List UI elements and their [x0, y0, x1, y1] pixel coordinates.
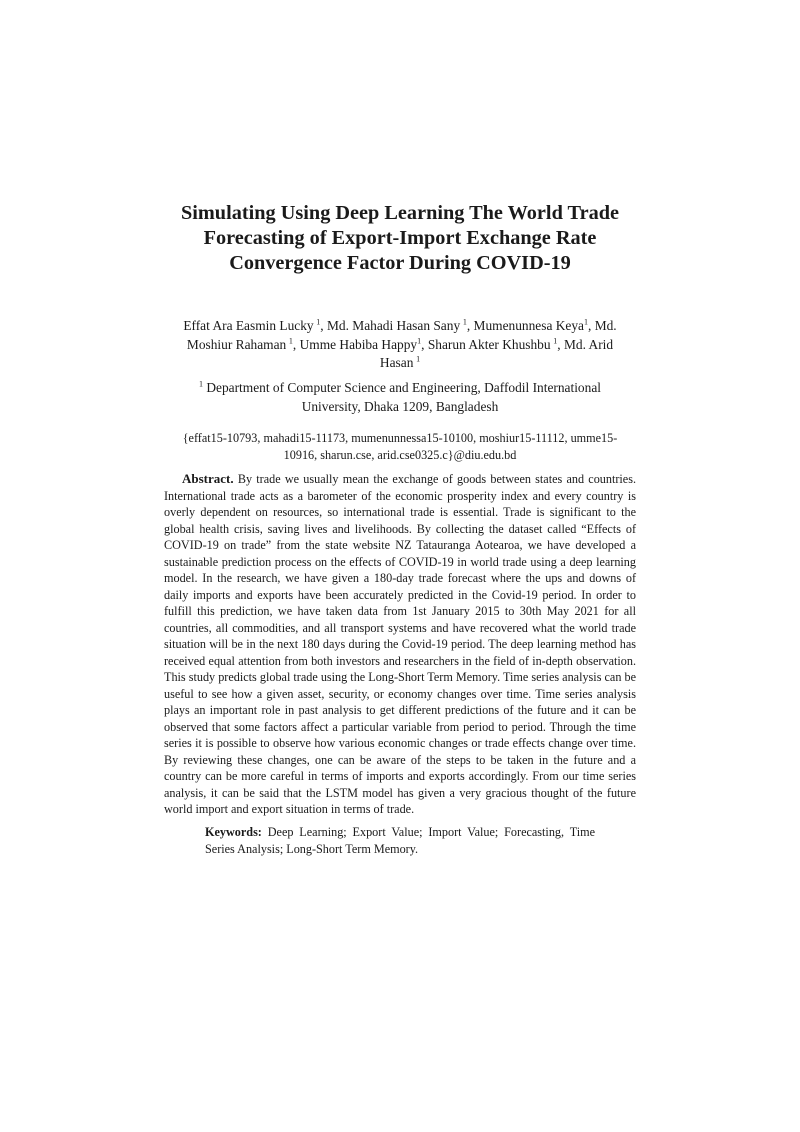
author-affil-mark: 1	[417, 336, 422, 346]
author-affil-mark: 1	[288, 336, 293, 346]
abstract	[164, 471, 636, 818]
title-line-3: Convergence Factor During COVID-19	[229, 252, 571, 274]
author-name: Md. Mahadi Hasan Sany	[327, 318, 461, 333]
title-line-2: Forecasting of Export-Import Exchange Rate	[203, 227, 597, 249]
author: Sharun Akter Khushbu $^1$,	[427, 336, 564, 352]
author-name: Sharun Akter Khushbu	[427, 336, 551, 352]
author-affil-mark: 1	[416, 354, 421, 364]
author-name: Md. Arid Hasan	[379, 336, 614, 370]
author-affil-mark: 1	[316, 317, 321, 327]
author: Mumenunnesa Keya$^1$,	[473, 317, 595, 333]
paper-title	[150, 201, 650, 276]
author: Md. Mahadi Hasan Sany $^1$,	[327, 317, 474, 333]
author: Umme Habiba Happy$^1$,	[299, 336, 428, 352]
author-name: Effat Ara Easmin Lucky	[183, 318, 314, 333]
author: Effat Ara Easmin Lucky $^1$,	[183, 317, 327, 333]
affiliation-text: Department of Computer Science and Engineering, Daffodil International University, Dhaka 1209, Bangladesh	[206, 380, 601, 414]
keywords	[205, 824, 595, 857]
keywords-text: Deep Learning; Export Value; Import Value; Forecasting, Time Series Analysis; Long-Short Term Memory.	[205, 825, 595, 856]
author-name: Umme Habiba Happy	[299, 336, 418, 352]
author-affil-mark: 1	[553, 336, 558, 346]
affiliation-mark: 1	[198, 379, 203, 389]
author-name: Mumenunnesa Keya	[473, 318, 584, 333]
author-name: Md. Moshiur Rahaman	[186, 318, 617, 352]
title-line-1: Simulating Using Deep Learning The World Trade	[181, 202, 619, 224]
abstract-label: Abstract.	[182, 471, 234, 486]
keywords-label: Keywords:	[205, 825, 262, 839]
author-affil-mark: 1	[584, 317, 588, 327]
author-affil-mark: 1	[462, 317, 467, 327]
abstract-text: By trade we usually mean the exchange of goods between states and countries. International trade acts as a barometer of the economic prosperity index and every country is overly dependent on resources, so international trade is essential. Trade is significant to the global health crisis, saving lives and livelihoods. By collecting the dataset called “Effects of COVID-19 on trade” from the state website NZ Tatauranga Aotearoa, we have developed a sustainable prediction process on the effects of COVID-19 in world trade using a deep learning model. In the research, we have given a 180-day trade forecast where the ups and downs of daily imports and exports have been accurately predicted in the Covid-19 period. In order to fulfill this prediction, we have taken data from 1st January 2015 to 30th May 2021 for all countries, all commodities, and all transport systems and have recovered what the world trade situation will be in the next 180 days during the Covid-19 period. The deep learning method has received equal attention from both investors and researchers in the field of in-depth observation. This study predicts global trade using the Long-Short Term Memory. Time series analysis can be useful to see how a given asset, security, or economy changes over time. Time series analysis plays an important role in past analysis to get different predictions of the future and it can be observed that some factors affect a particular variable from period to period. Through the time series it is possible to observe how various economic changes or trade effects change over time. By reviewing these changes, one can be aware of the steps to be taken in the future and a country can be more careful in terms of imports and exports accordingly. From our time series analysis, it can be said that the LSTM model has given a very gracious thought of the future world import and export situation in terms of trade.	[164, 472, 636, 816]
author-list	[175, 317, 625, 373]
affiliation	[175, 378, 625, 416]
author-emails: {effat15-10793, mahadi15-11173, mumenunnessa15-10100, moshiur15-11112, umme15-10916, sharun.cse, arid.cse0325.c}@diu.edu.bd	[182, 431, 618, 462]
author: Md. Moshiur Rahaman $^1$,	[186, 318, 617, 352]
